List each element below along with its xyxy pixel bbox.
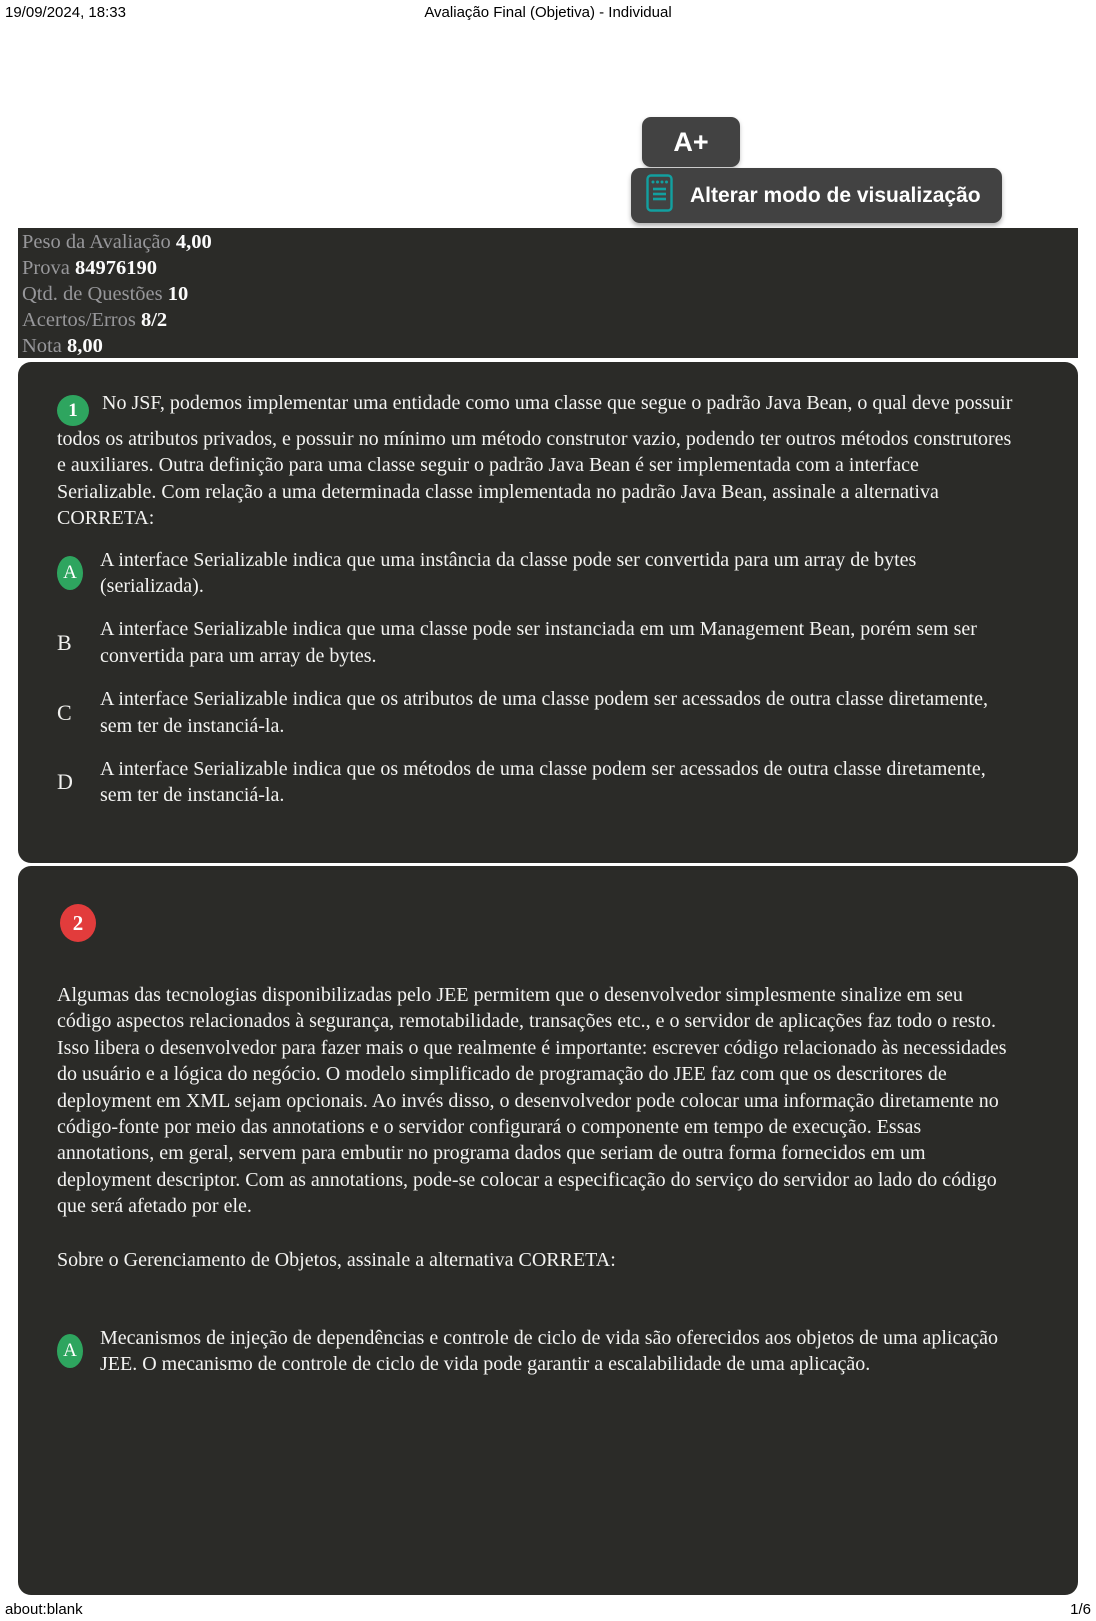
option-a-correct-badge: A (57, 556, 83, 590)
page-title: Avaliação Final (Objetiva) - Individual (424, 4, 672, 21)
summary-label: Nota (22, 335, 62, 357)
option-a-text: A interface Serializable indica que uma instância da classe pode ser convertida para um array de bytes (serializada). (100, 548, 917, 598)
option-a-correct-badge: A (57, 1334, 83, 1368)
summary-value: 8/2 (140, 309, 168, 331)
question-1-number-badge: 1 (57, 395, 89, 426)
summary-value: 8,00 (66, 335, 103, 357)
option-b-letter: B (57, 629, 72, 655)
option-d-row (57, 756, 1020, 809)
option-c-text: A interface Serializable indica que os atributos de uma classe podem ser acessados de outra classe diretamente, sem ter de instanciá-la. (100, 688, 988, 737)
option-a-text: Mecanismos de injeção de dependências e controle de ciclo de vida são oferecidos aos objetos de uma aplicação JEE. O mecanismo de controle de ciclo de vida pode garantir a escalabilidade de uma aplicação. (100, 1327, 998, 1376)
summary-label: Qtd. de Questões (22, 283, 163, 305)
footer-url: about:blank (5, 1601, 83, 1618)
exam-summary-panel (18, 228, 1078, 358)
summary-label: Prova (22, 257, 70, 279)
question-2-prompt: Sobre o Gerenciamento de Objetos, assinale a alternativa CORRETA: (57, 1248, 616, 1271)
option-b-text: A interface Serializable indica que uma classe pode ser instanciada em um Management Bean, porém sem ser convertida para um array de bytes. (100, 618, 977, 667)
option-c-row (57, 686, 1020, 739)
summary-row-peso (22, 229, 1078, 255)
change-view-mode-button[interactable] (631, 168, 1002, 223)
font-size-button[interactable]: A+ (642, 117, 740, 167)
summary-label: Acertos/Erros (22, 309, 136, 331)
summary-label: Peso da Avaliação (22, 231, 171, 253)
summary-value: 10 (167, 283, 189, 305)
option-c-letter: C (57, 699, 72, 725)
question-1-card (18, 362, 1078, 863)
summary-value: 84976190 (74, 257, 157, 279)
summary-value: 4,00 (175, 231, 212, 253)
question-2-options (57, 1325, 1020, 1378)
option-a-row (57, 1325, 1020, 1378)
change-view-mode-label: Alterar modo de visualização (690, 183, 981, 207)
question-2-number-badge: 2 (60, 904, 96, 942)
question-1-statement: No JSF, podemos implementar uma entidade como uma classe que segue o padrão Java Bean, o qual deve possuir todos os atributos privados, e possuir no mínimo um método construtor vazio, podendo ter outros métodos construtores e auxiliares. Outra definição para uma classe seguir o padrão Java Bean é ser implementada com a interface Serializable. Com relação a uma determinada classe implementada no padrão Java Bean, assinale a alternativa CORRETA: (57, 392, 1013, 530)
document-list-icon (646, 174, 673, 218)
question-1-text (57, 390, 1020, 532)
option-d-text: A interface Serializable indica que os métodos de uma classe podem ser acessados de outra classe diretamente, sem ter de instanciá-la. (100, 758, 986, 807)
question-2-card (18, 866, 1078, 1595)
option-a-row (57, 547, 1020, 600)
question-1-options (57, 547, 1020, 809)
footer-page-number: 1/6 (1070, 1601, 1091, 1618)
summary-row-prova (22, 255, 1078, 281)
question-2-statement: Algumas das tecnologias disponibilizadas pelo JEE permitem que o desenvolvedor simplesmente sinalize em seu código aspectos relacionados à segurança, remotabilidade, transações etc., e o servidor de aplicações faz todo o resto. Isso libera o desenvolvedor para fazer mais o que realmente é importante: escrever código relacionado às necessidades do usuário e a lógica do negócio. O modelo simplificado de programação do JEE faz com que os descritores de deployment em XML sejam opcionais. Ao invés disso, o desenvolvedor pode colocar uma informação diretamente no código-fonte por meio das annotations e o servidor configurará o componente em tempo de execução. Essas annotations, em geral, servem para embutir no programa dados que seriam de outra forma fornecidos em um deployment descriptor. Com as annotations, pode-se colocar a especificação do serviço do servidor ao lado do código que será afetado por ele. (57, 984, 1007, 1218)
summary-row-questoes (22, 281, 1078, 307)
option-d-letter: D (57, 769, 73, 795)
summary-row-nota (22, 333, 1078, 358)
header-datetime: 19/09/2024, 18:33 (5, 4, 126, 21)
summary-row-acertos (22, 307, 1078, 333)
option-b-row (57, 616, 1020, 669)
